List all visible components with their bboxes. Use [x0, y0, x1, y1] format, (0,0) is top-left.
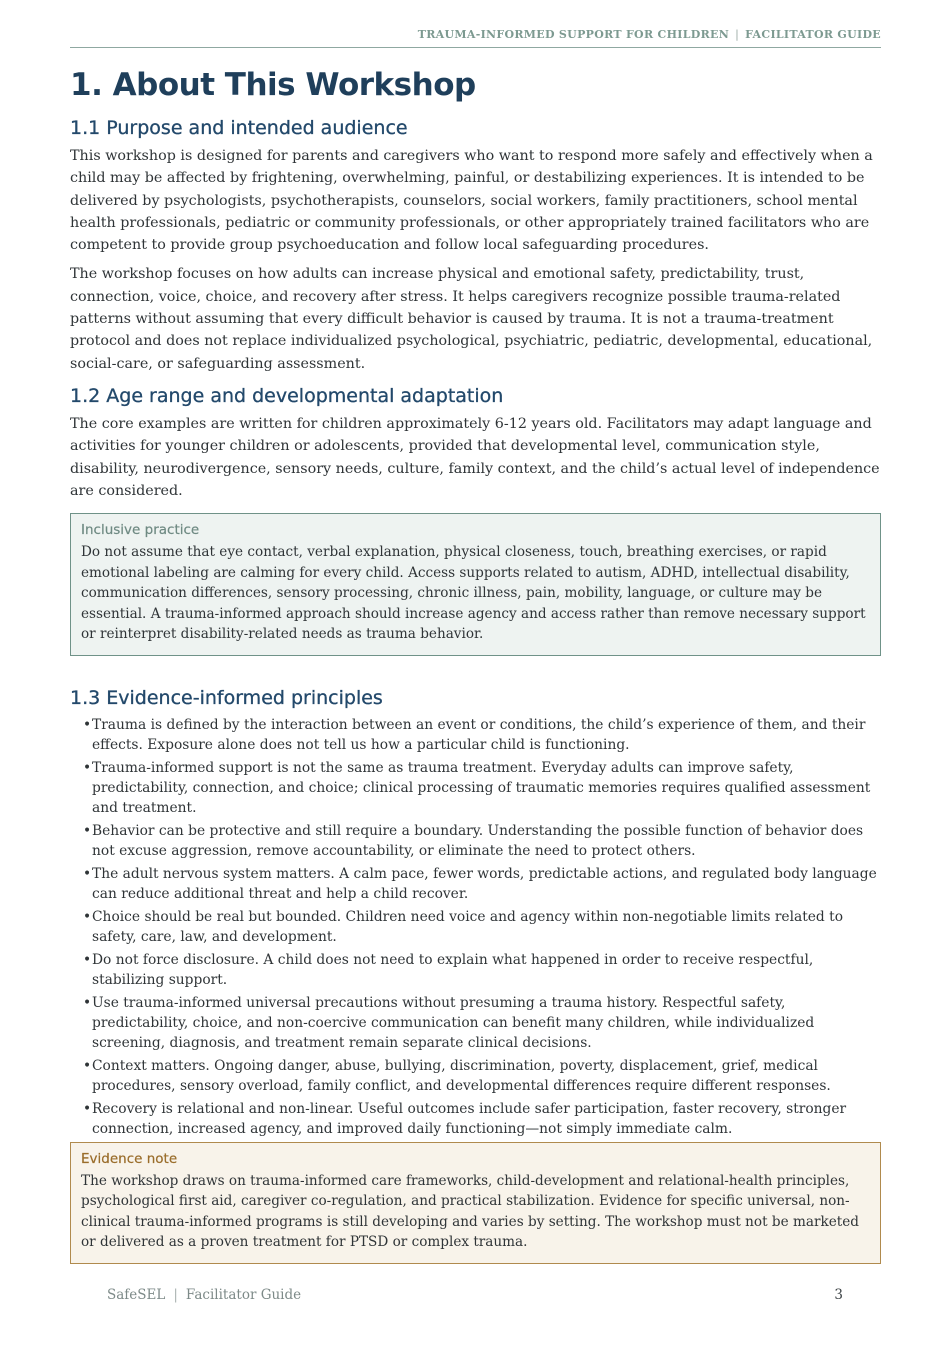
paragraph-purpose-1: This workshop is designed for parents and caregivers who want to respond more safely and effectively when a child may be affected by frightening, overwhelming, painful, or destabilizing experiences. It is intended to be delivered by psychologists, psychotherapists, counselors, social workers, family practitioners, school mental health professionals, pediatric or community professionals, or other appropriately trained facilitators who are competent to provide group psychoeducation and follow local safeguarding procedures.	[70, 148, 873, 254]
list-item-text: Recovery is relational and non-linear. Useful outcomes include safer participation, faster recovery, stronger connection, increased agency, and improved daily functioning—not simply immediate calm.	[92, 1100, 847, 1137]
list-item-text: Trauma-informed support is not the same as trauma treatment. Everyday adults can improve safety, predictability, connection, and choice; clinical processing of traumatic memories requires qualified assessment and treatment.	[92, 759, 871, 816]
callout-text: The workshop draws on trauma-informed care frameworks, child-development and relational-health principles, psychological first aid, caregiver co-regulation, and practical stabilization. Evidence for specific universal, non-clinical trauma-informed programs is still developing and varies by setting. The workshop must not be marketed or delivered as a proven treatment for PTSD or complex trauma.	[81, 1172, 859, 1251]
list-item-text: Do not force disclosure. A child does not need to explain what happened in order to receive respectful, stabilizing support.	[92, 951, 814, 988]
running-header	[418, 28, 881, 41]
bullet-icon: •	[83, 1057, 92, 1074]
footer-separator: |	[173, 1287, 178, 1303]
list-item	[76, 715, 881, 755]
list-item	[76, 758, 881, 818]
paragraph-age-range: The core examples are written for children approximately 6-12 years old. Facilitators may adapt language and activities for younger children or adolescents, provided that developmental level, communication style, disability, neurodivergence, sensory needs, culture, family context, and the child’s actual level of independence are considered.	[70, 415, 880, 499]
page-content	[70, 63, 881, 1264]
list-item-text: Context matters. Ongoing danger, abuse, bullying, discrimination, poverty, displacement, grief, medical procedures, sensory overload, family conflict, and developmental differences require different responses.	[92, 1057, 831, 1094]
evidence-note-callout	[70, 1142, 881, 1264]
footer-brand: SafeSEL	[107, 1287, 166, 1303]
list-item-text: Behavior can be protective and still require a boundary. Understanding the possible function of behavior does not excuse aggression, remove accountability, or eliminate the need to protect others.	[92, 822, 864, 859]
footer-doc: Facilitator Guide	[185, 1287, 302, 1303]
heading-age-range: 1.2 Age range and developmental adaptation	[70, 384, 504, 407]
bullet-icon: •	[83, 716, 92, 733]
page-number: 3	[834, 1287, 843, 1303]
bullet-icon: •	[83, 951, 92, 968]
heading-purpose: 1.1 Purpose and intended audience	[70, 117, 408, 139]
list-item-text: Use trauma-informed universal precautions without presuming a trauma history. Respectful safety, predictability, choice, and non-coercive communication can benefit many children, while individualized screening, diagnosis, and treatment remain separate clinical decisions.	[92, 994, 815, 1051]
list-item	[76, 1099, 881, 1139]
header-title: TRAUMA-INFORMED SUPPORT FOR CHILDREN	[417, 28, 730, 41]
bullet-icon: •	[83, 908, 92, 925]
page-footer	[107, 1287, 843, 1303]
callout-title: Inclusive practice	[81, 522, 200, 539]
list-item	[76, 907, 881, 947]
heading-principles: 1.3 Evidence-informed principles	[70, 686, 383, 709]
list-item	[76, 993, 881, 1053]
list-item	[76, 864, 881, 904]
principles-list	[70, 715, 881, 1139]
header-separator: |	[735, 28, 740, 41]
list-item	[76, 950, 881, 990]
list-item-text: The adult nervous system matters. A calm pace, fewer words, predictable actions, and regulated body language can reduce additional threat and help a child recover.	[92, 865, 877, 902]
bullet-icon: •	[83, 759, 92, 776]
paragraph-purpose-2: The workshop focuses on how adults can increase physical and emotional safety, predictability, trust, connection, voice, choice, and recovery after stress. It helps caregivers recognize possible trauma-related patterns without assuming that every difficult behavior is caused by trauma. It is not a trauma-treatment protocol and does not replace individualized psychological, psychiatric, pediatric, developmental, educational, social-care, or safeguarding assessment.	[70, 266, 873, 372]
bullet-icon: •	[83, 994, 92, 1011]
inclusive-practice-callout	[70, 513, 881, 656]
callout-text: Do not assume that eye contact, verbal explanation, physical closeness, touch, breathing exercises, or rapid emotional labeling are calming for every child. Access supports related to autism, ADHD, intellectual disability, communication differences, sensory processing, chronic illness, pain, mobility, language, or culture may be essential. A trauma-informed approach should increase agency and access rather than remove necessary support or reinterpret disability-related needs as trauma behavior.	[81, 544, 866, 643]
section-title: 1. About This Workshop	[70, 67, 476, 103]
list-item-text: Trauma is defined by the interaction between an event or conditions, the child’s experience of them, and their effects. Exposure alone does not tell us how a particular child is functioning.	[92, 716, 866, 753]
bullet-icon: •	[83, 822, 92, 839]
bullet-icon: •	[83, 1100, 92, 1117]
bullet-icon: •	[83, 865, 92, 882]
list-item	[76, 1056, 881, 1096]
header-divider	[70, 47, 881, 48]
list-item-text: Choice should be real but bounded. Children need voice and agency within non-negotiable limits related to safety, care, law, and development.	[92, 908, 844, 945]
callout-title: Evidence note	[81, 1150, 178, 1167]
list-item	[76, 821, 881, 861]
header-doc-type: FACILITATOR GUIDE	[745, 28, 881, 41]
